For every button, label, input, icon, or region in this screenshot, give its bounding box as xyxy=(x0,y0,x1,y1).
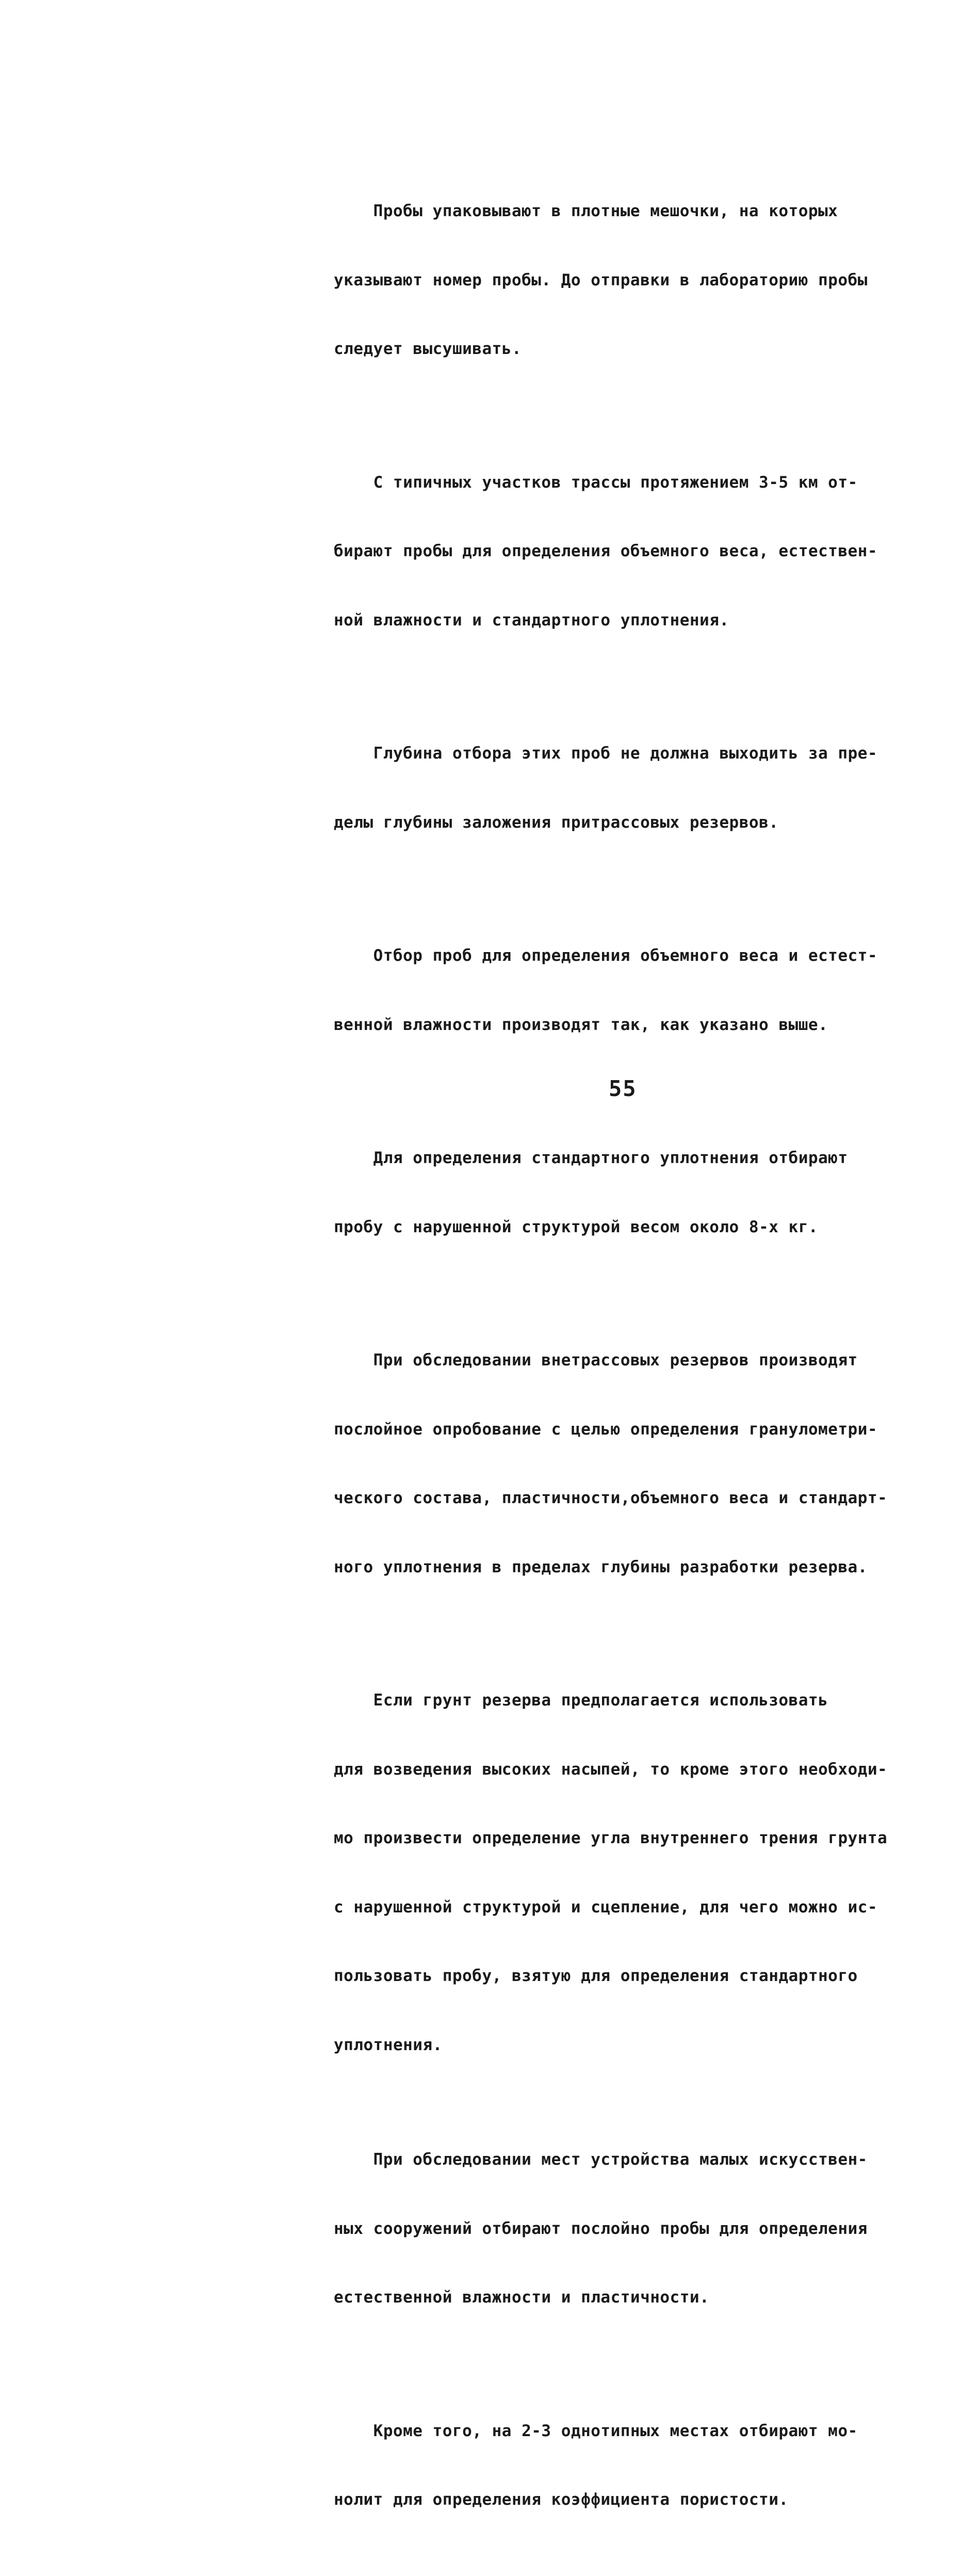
text-line: Если грунт резерва предполагается использовать xyxy=(334,1691,828,1710)
text-line: следует высушивать. xyxy=(334,340,522,358)
text-line: Отбор проб для определения объемного веса и естест- xyxy=(334,946,877,965)
text-line: естественной влажности и пластичности. xyxy=(334,2288,710,2307)
text-line: уплотнения. xyxy=(334,2035,443,2054)
text-block xyxy=(334,154,906,2576)
paragraph xyxy=(334,425,906,678)
paragraph xyxy=(334,1643,906,2102)
paragraph xyxy=(334,1101,906,1284)
text-line: бирают пробы для определения объемного веса, естествен- xyxy=(334,542,877,560)
text-line: указывают номер пробы. До отправки в лабораторию пробы xyxy=(334,270,868,289)
paragraph xyxy=(334,2374,906,2557)
text-line: делы глубины заложения притрассовых резервов. xyxy=(334,813,779,832)
text-line: ного уплотнения в пределах глубины разработки резерва. xyxy=(334,1557,868,1576)
text-line: пробу с нарушенной структурой весом около 8-х кг. xyxy=(334,1217,819,1236)
text-line: Для определения стандартного уплотнения отбирают xyxy=(334,1149,848,1167)
text-line: послойное опробование с целью определения гранулометри- xyxy=(334,1420,877,1439)
text-line: С типичных участков трассы протяжением 3-5 км от- xyxy=(334,473,858,492)
text-line: Глубина отбора этих проб не должна выходить за пре- xyxy=(334,744,877,763)
paragraph xyxy=(334,696,906,880)
text-line: При обследовании внетрассовых резервов производят xyxy=(334,1351,858,1370)
text-line: мо произвести определение угла внутреннего трения грунта xyxy=(334,1829,888,1847)
text-line: нолит для определения коэффициента пористости. xyxy=(334,2490,789,2509)
text-line: ных сооружений отбирают послойно пробы для определения xyxy=(334,2219,868,2238)
paragraph xyxy=(334,154,906,407)
text-line: венной влажности производят так, как указано выше. xyxy=(334,1015,828,1034)
paragraph xyxy=(334,1303,906,1624)
text-line: ческого состава, пластичности,объемного веса и стандарт- xyxy=(334,1489,888,1507)
text-line: с нарушенной структурой и сцепление, для чего можно ис- xyxy=(334,1897,877,1917)
paragraph xyxy=(334,898,906,1082)
text-line: для возведения высоких насыпей, то кроме этого необходи- xyxy=(334,1760,888,1779)
text-line: Пробы упаковывают в плотные мешочки, на которых xyxy=(334,202,838,220)
page-number: 55 xyxy=(609,1076,637,1101)
paragraph xyxy=(334,2102,906,2355)
text-line: Кроме того, на 2-3 однотипных местах отбирают мо- xyxy=(334,2421,858,2440)
text-line: пользовать пробу, взятую для определения стандартного xyxy=(334,1967,858,1985)
text-line: ной влажности и стандартного уплотнения. xyxy=(334,610,729,630)
text-line: При обследовании мест устройства малых искусствен- xyxy=(334,2150,868,2169)
